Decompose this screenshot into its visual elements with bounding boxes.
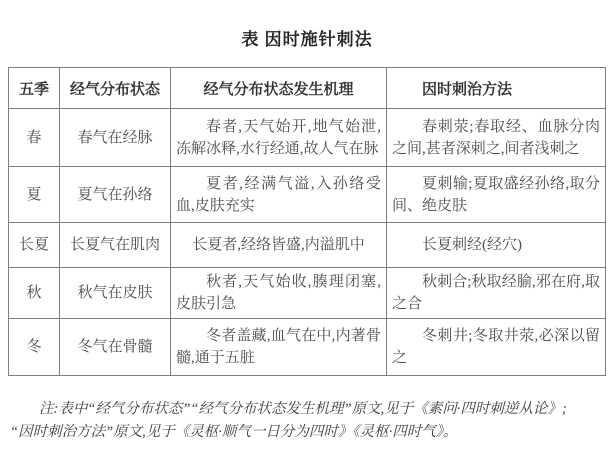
mechanism-cell: 秋者,天气始收,腠理闭塞,皮肤引急	[171, 268, 387, 319]
table-title: 表 因时施针刺法	[241, 30, 373, 49]
method-cell: 长夏刺经(经穴)	[387, 223, 606, 268]
mechanism-cell: 春者,天气始开,地气始泄,冻解冰释,水行经通,故人气在脉	[171, 109, 387, 167]
qi-state-cell: 冬气在骨髓	[60, 319, 171, 376]
method-cell: 春刺荥;春取经、血脉分肉之间,甚者深刺之,间者浅刺之	[387, 109, 606, 167]
method-cell: 秋刺合;秋取经腧,邪在府,取之合	[387, 268, 606, 319]
table-row-autumn	[9, 268, 606, 319]
table-row-long-summer	[9, 223, 606, 268]
mechanism-cell: 夏者,经满气溢,入孙络受血,皮肤充实	[171, 167, 387, 223]
footnote	[10, 398, 606, 444]
footnote-line-2: “因时刺治方法”原文,见于《灵枢·顺气一日分为四时》《灵枢·四时气》。	[10, 424, 458, 440]
season-cell: 春	[9, 109, 60, 167]
qi-state-cell: 秋气在皮肤	[60, 268, 171, 319]
season-cell: 夏	[9, 167, 60, 223]
mechanism-cell: 冬者盖藏,血气在中,内著骨髓,通于五脏	[171, 319, 387, 376]
qi-state-cell: 春气在经脉	[60, 109, 171, 167]
header-method: 因时刺治方法	[387, 68, 606, 109]
season-cell: 冬	[9, 319, 60, 376]
method-cell: 冬刺井;冬取井荥,必深以留之	[387, 319, 606, 376]
header-qi-state: 经气分布状态	[60, 68, 171, 109]
season-cell: 秋	[9, 268, 60, 319]
table-row-winter	[9, 319, 606, 376]
season-cell: 长夏	[9, 223, 60, 268]
table-header-row	[9, 68, 606, 109]
header-mechanism: 经气分布状态发生机理	[171, 68, 387, 109]
table-row-spring	[9, 109, 606, 167]
qi-state-cell: 夏气在孙络	[60, 167, 171, 223]
seasonal-acupuncture-table	[8, 67, 606, 376]
method-cell: 夏刺输;夏取盛经孙络,取分间、绝皮肤	[387, 167, 606, 223]
qi-state-cell: 长夏气在肌肉	[60, 223, 171, 268]
header-season: 五季	[9, 68, 60, 109]
footnote-line-1: 注:表中“经气分布状态”“经气分布状态发生机理”原文,见于《素问·四时刺逆从论》;	[39, 401, 567, 417]
table-row-summer	[9, 167, 606, 223]
mechanism-cell: 长夏者,经络皆盛,内溢肌中	[171, 223, 387, 268]
